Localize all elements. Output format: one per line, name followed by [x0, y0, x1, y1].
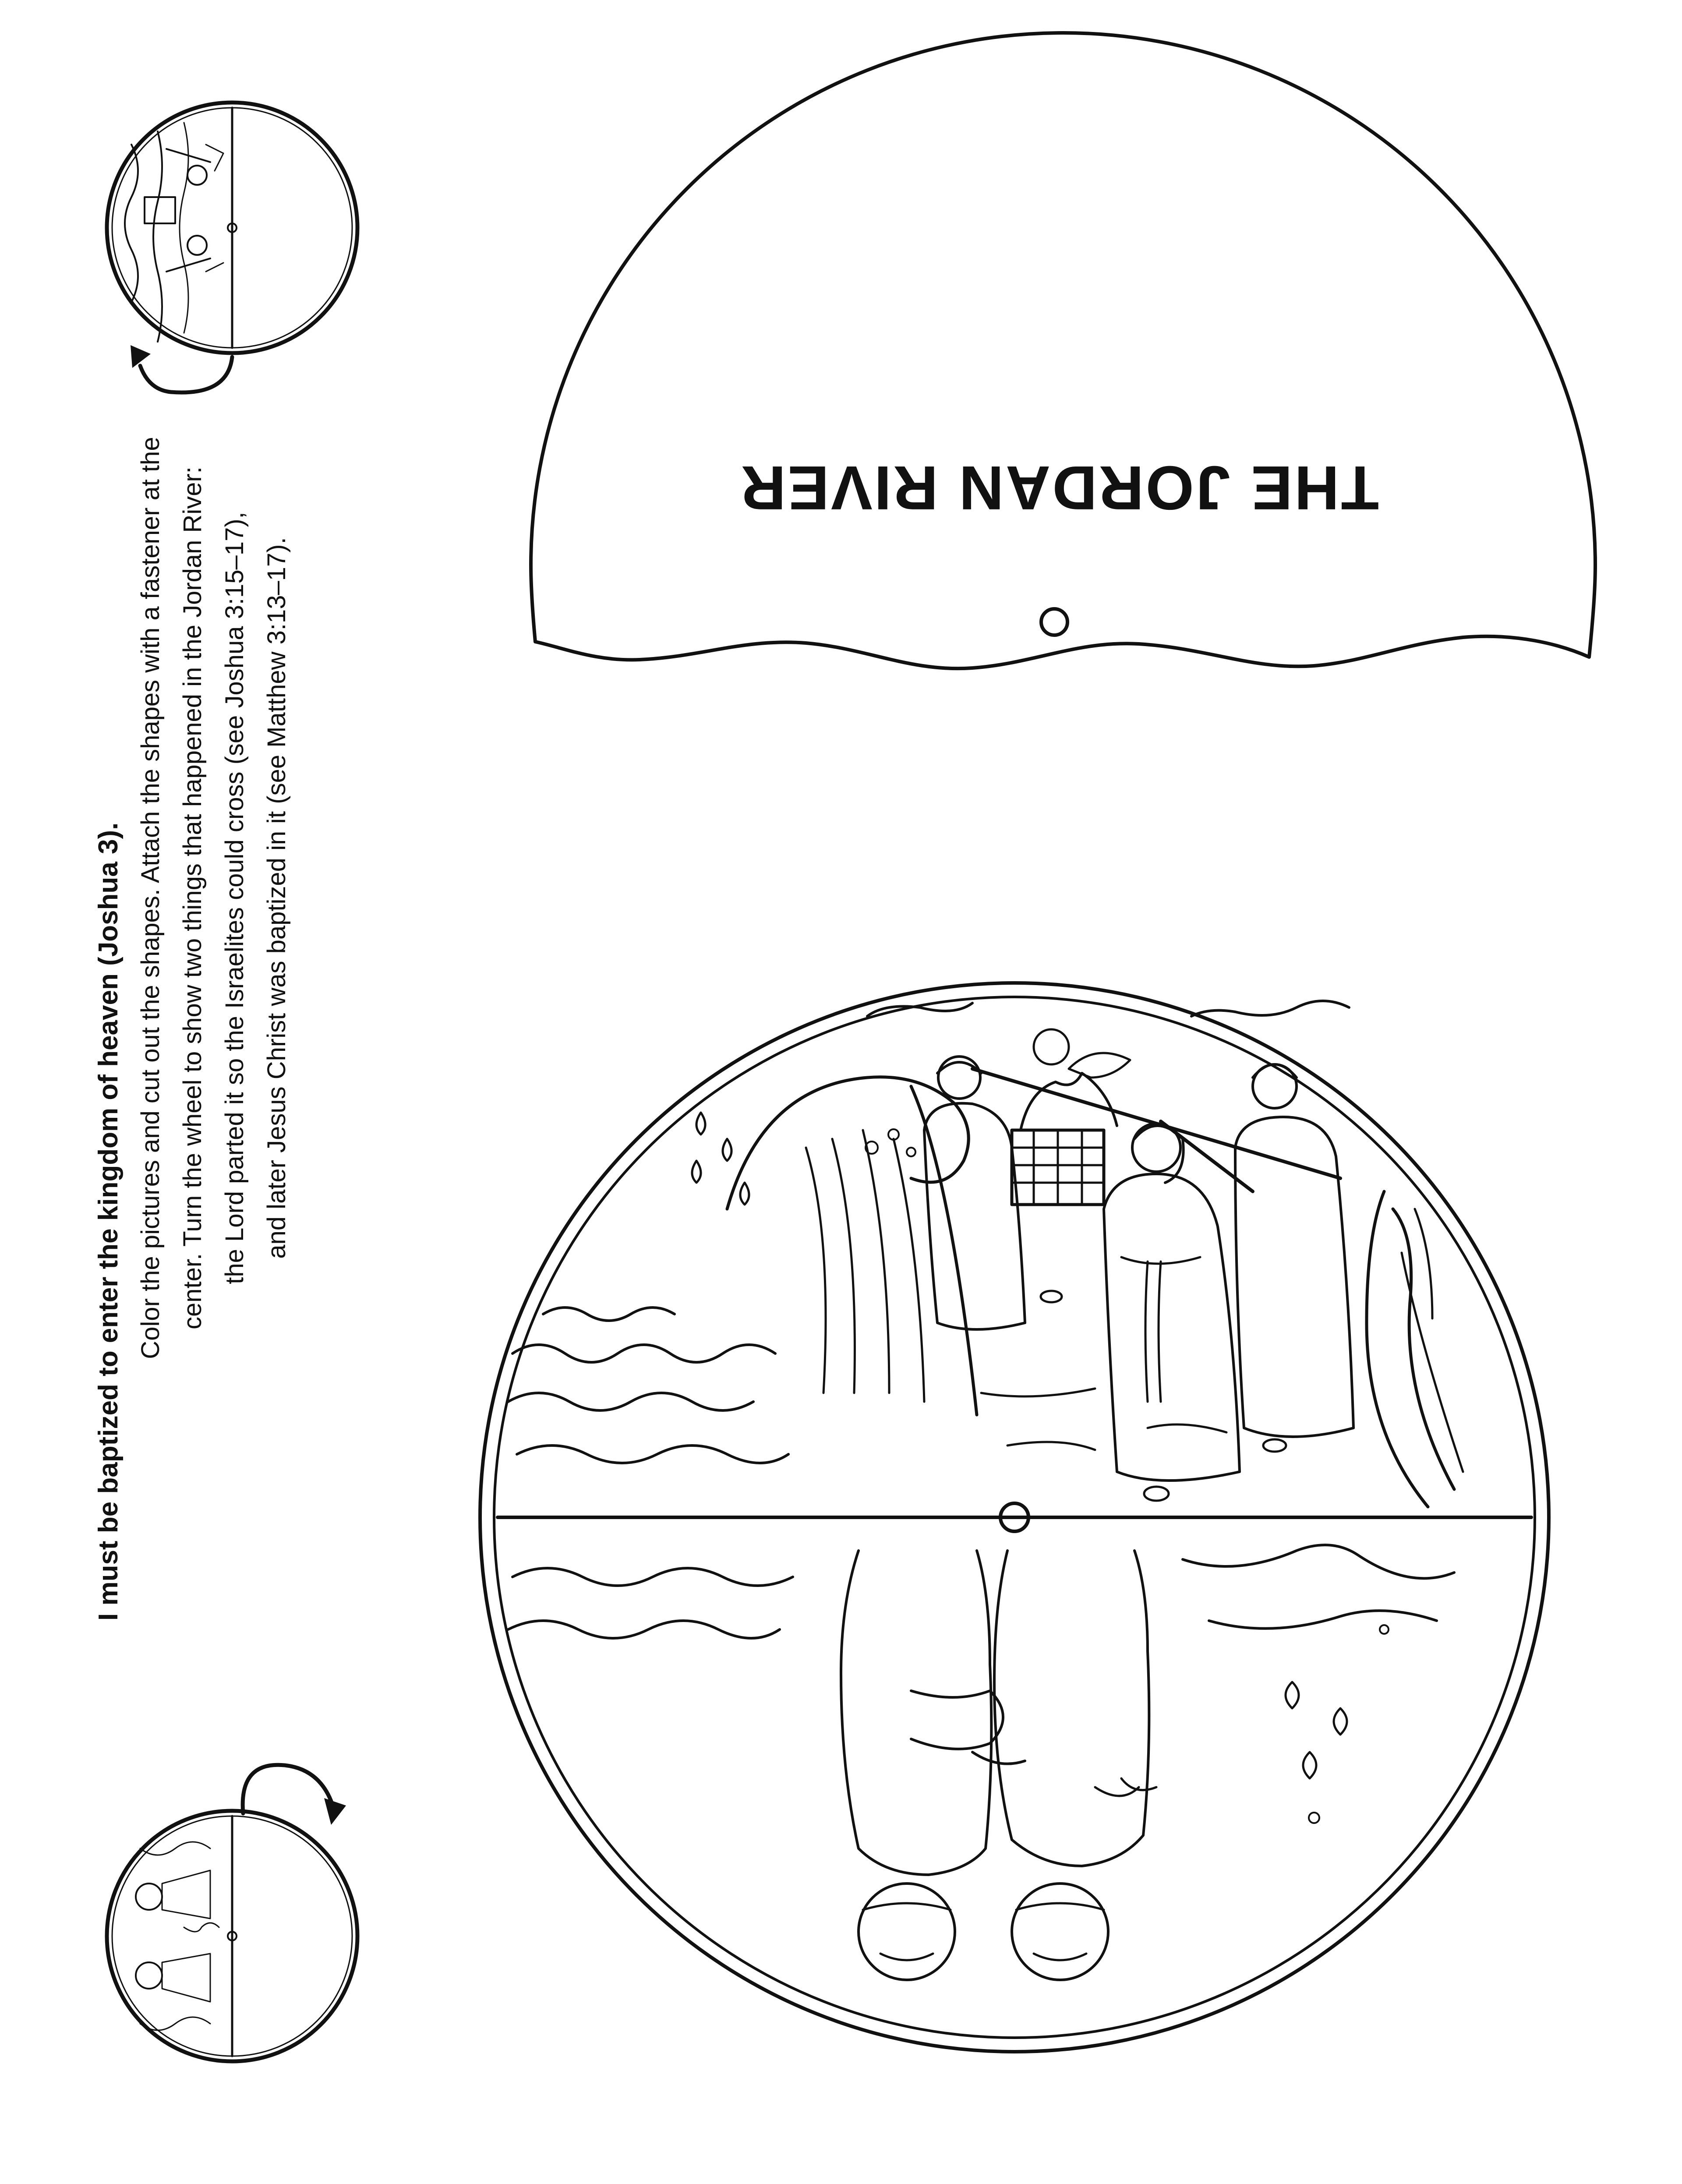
arrow-clockwise-icon: [243, 1765, 346, 1825]
main-wheel: [480, 983, 1549, 2052]
fastener-hole-icon: [1041, 609, 1067, 635]
instructions-line: center. Turn the wheel to show two things that happened in the Jordan River:: [178, 466, 207, 1329]
baptism-illustration: [508, 1545, 1454, 1980]
preview-wheel-baptism: [107, 1811, 357, 2061]
instructions-line: the Lord parted it so the Israelites could cross (see Joshua 3:15–17),: [220, 512, 249, 1284]
cover-semicircle: [531, 33, 1595, 668]
cover-title: THE JORDAN RIVER: [739, 453, 1379, 523]
instructions-block: [88, 0, 350, 1621]
instructions-heading: I must be baptized to enter the kingdom of heaven (Joshua 3).: [93, 822, 124, 1621]
instructions-line: Color the pictures and cut out the shapes. Attach the shapes with a fastener at the: [136, 437, 165, 1359]
instructions-line: and later Jesus Christ was baptized in it (see Matthew 3:13–17).: [262, 537, 291, 1259]
